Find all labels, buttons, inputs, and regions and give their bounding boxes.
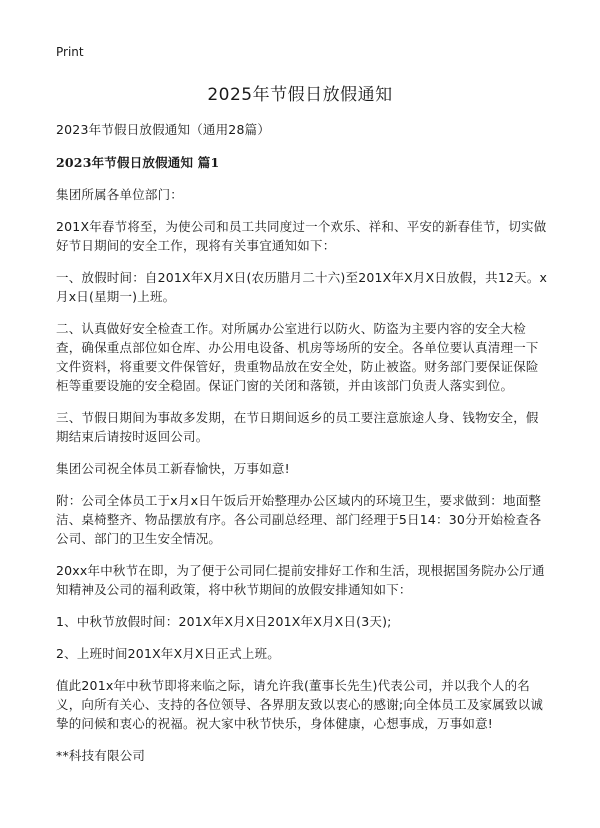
document-subtitle: 2023年节假日放假通知（通用28篇） xyxy=(56,122,271,137)
paragraph-salutation: 集团所属各单位部门： xyxy=(56,187,184,202)
section-heading: 2023年节假日放假通知 篇1 xyxy=(56,155,220,170)
print-link[interactable]: Print xyxy=(56,45,84,59)
paragraph-work-resume: 2、上班时间201X年X月X日正式上班。 xyxy=(56,646,281,661)
paragraph-safety-check: 二、认真做好安全检查工作。对所属办公室进行以防火、防盗为主要内容的安全大检查，确保重点部位如仓库、办公用电设备、机房等场所的安全。各单位要认真清理一下文件资料，将重要文件保管好，贵重物品放在安全处，防止被盗。财务部门要保证保险柜等重要设施的安全稳固。保证门窗的关闭和落锁，并由该部门负责人落实到位。 xyxy=(56,321,539,393)
paragraph-holiday-time: 一、放假时间：自201X年X月X日(农历腊月二十六)至201X年X月X日放假，共12天。x月x日(星期一)上班。 xyxy=(56,270,548,304)
paragraph-greeting: 集团公司祝全体员工新春愉快，万事如意! xyxy=(56,461,290,476)
paragraph-intro: 201X年春节将至，为使公司和员工共同度过一个欢乐、祥和、平安的新春佳节，切实做好节日期间的安全工作，现将有关事宜通知如下： xyxy=(56,219,547,253)
document-body xyxy=(56,120,550,778)
paragraph-mid-autumn-time: 1、中秋节放假时间：201X年X月X日201X年X月X日(3天); xyxy=(56,614,392,629)
page-title: 2025年节假日放假通知 xyxy=(207,85,393,105)
paragraph-mid-autumn-intro: 20xx年中秋节在即，为了便于公司同仁提前安排好工作和生活，现根据国务院办公厅通知精神及公司的福利政策，将中秋节期间的放假安排通知如下： xyxy=(56,563,545,597)
paragraph-signature: **科技有限公司 xyxy=(56,748,146,763)
paragraph-travel-safety: 三、节假日期间为事故多发期，在节日期间返乡的员工要注意旅途人身、钱物安全，假期结束后请按时返回公司。 xyxy=(56,410,539,444)
paragraph-blessing: 值此201x年中秋节即将来临之际，请允许我(董事长先生)代表公司，并以我个人的名义，向所有关心、支持的各位领导、各界朋友致以衷心的感谢;向全体员工及家属致以诚挚的问候和衷心的祝福。祝大家中秋节快乐，身体健康，心想事成，万事如意! xyxy=(56,678,544,731)
paragraph-appendix: 附：公司全体员工于x月x日午饭后开始整理办公区域内的环境卫生，要求做到：地面整洁、桌椅整齐、物品摆放有序。各公司副总经理、部门经理于5日14：30分开始检查各公司、部门的卫生安全情况。 xyxy=(56,493,542,546)
